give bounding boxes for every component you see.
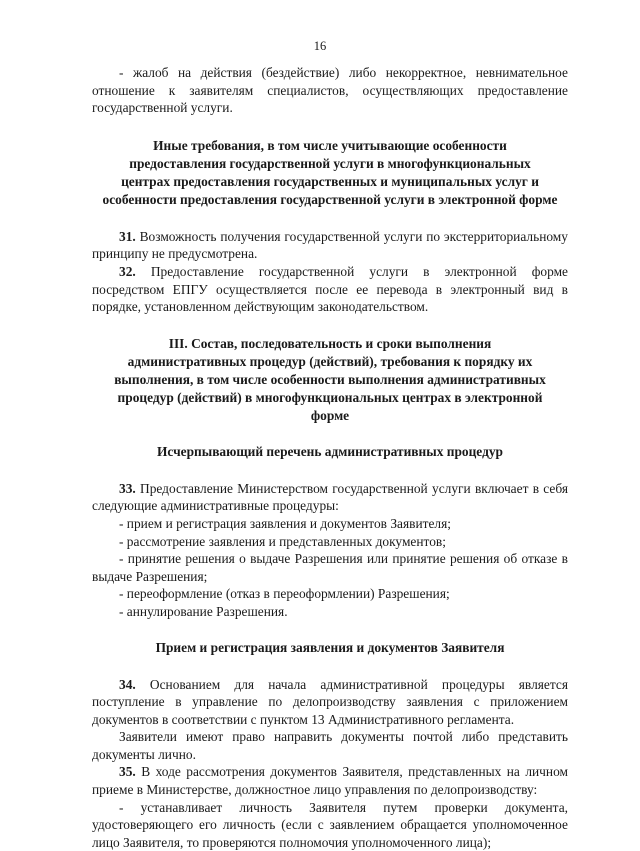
document-body [92,64,568,851]
paragraph-35 [92,763,568,798]
clause-text: Основанием для начала административной процедуры является поступление в управление по делопроизводству заявления с приложением документов в соответствии с пунктом 13 Административного регламента. [92,676,568,727]
heading-procedure-list: Исчерпывающий перечень административных процедур [156,443,503,459]
paragraph-32 [92,263,568,316]
heading-line: Иные требования, в том числе учитывающие особенности [153,137,507,153]
clause-number: 32. [119,263,136,279]
clause-text: В ходе рассмотрения документов Заявителя, представленных на личном приеме в Министерстве, должностное лицо управления по делопроизводству: [92,764,568,798]
heading-line: особенности предоставления государственной услуги в электронной форме [102,191,558,207]
clause-number: 33. [119,480,136,496]
heading-line: выполнения, в том числе особенности выполнения административных [114,371,546,387]
clause-text: Предоставление Министерством государственной услуги включает в себя следующие административные процедуры: [92,480,568,514]
clause-text: Предоставление государственной услуги в электронной форме посредством ЕПГУ осуществляется после ее перевода в электронный вид в порядке, установленном действующим законодательством. [92,263,568,315]
paragraph-31 [92,228,568,263]
paragraph-complaints: - жалоб на действия (бездействие) либо некорректное, невнимательное отношение к заявителям специалистов, осуществляющих предоставление государственной услуги. [92,65,568,116]
list-item: - прием и регистрация заявления и документов Заявителя; [119,515,451,531]
paragraph-34b: Заявители имеют право направить документы почтой либо представить документы лично. [92,729,568,762]
heading-section-3 [92,335,568,425]
clause-number: 31. [119,228,136,244]
page-number: 16 [313,39,327,53]
list-item: - аннулирование Разрешения. [119,603,288,619]
list-item: - принятие решения о выдаче Разрешения или принятие решения об отказе в выдаче Разрешения; [92,551,568,584]
heading-line: предоставления государственной услуги в многофункциональных [129,155,531,171]
heading-reception: Прием и регистрация заявления и документов Заявителя [155,639,505,655]
paragraph-34 [92,676,568,729]
heading-line: форме [310,407,350,423]
clause-text: Возможность получения государственной услуги по экстерриториальному принципу не предусмотрена. [92,228,568,262]
heading-other-requirements [92,137,568,209]
heading-line: административных процедур (действий), требования к порядку их [127,353,533,369]
list-item: - рассмотрение заявления и представленных документов; [119,533,446,549]
heading-line: III. Состав, последовательность и сроки выполнения [168,335,492,351]
clause-number: 35. [119,764,136,780]
list-item: - устанавливает личность Заявителя путем проверки документа, удостоверяющего его личность (если с заявлением обращается уполномоченное лицо Заявителя, то проверяются полномочия уполномоченного лица); [92,799,568,850]
heading-line: центрах предоставления государственных и муниципальных услуг и [121,173,539,189]
paragraph-33 [92,480,568,515]
list-item: - переоформление (отказ в переоформлении) Разрешения; [119,586,450,602]
heading-line: процедур (действий) в многофункциональных центрах в электронной [117,389,543,405]
clause-number: 34. [119,676,136,692]
